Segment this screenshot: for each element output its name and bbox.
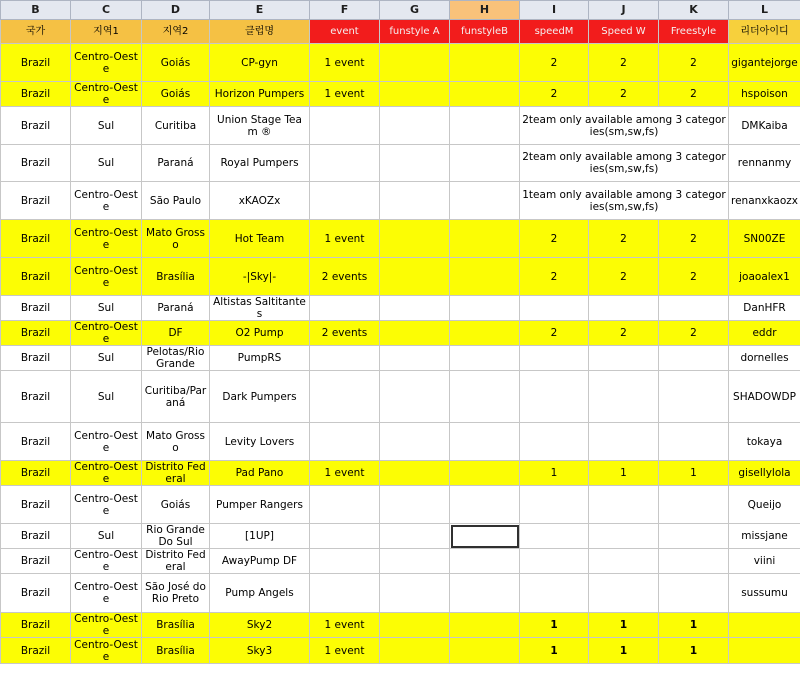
cell-club[interactable]: -|Sky|- [210,258,310,296]
cell-speed-w[interactable] [589,346,659,371]
cell-region2[interactable]: Curitiba/Paraná [142,371,210,423]
cell-funstyle-b[interactable] [450,321,520,346]
cell-region2[interactable]: Goiás [142,486,210,524]
cell-region1[interactable]: Centro-Oeste [71,613,142,638]
cell-leader[interactable]: gigantejorge [729,44,800,82]
cell-speed-w[interactable]: 2 [589,258,659,296]
cell-funstyle-a[interactable] [380,613,450,638]
cell-region2[interactable]: Brasília [142,613,210,638]
cell-funstyle-b[interactable] [450,182,520,220]
cell-club[interactable]: Horizon Pumpers [210,82,310,107]
cell-country[interactable]: Brazil [1,82,71,107]
cell-funstyle-a[interactable] [380,220,450,258]
cell-freestyle[interactable] [659,574,729,613]
cell-freestyle[interactable]: 2 [659,220,729,258]
cell-freestyle[interactable]: 1 [659,613,729,638]
header-speed-w[interactable]: Speed W [589,20,659,44]
cell-leader[interactable]: eddr [729,321,800,346]
cell-speed-m[interactable] [520,524,589,549]
cell-speed-m[interactable] [520,371,589,423]
cell-funstyle-b[interactable] [450,220,520,258]
cell-club[interactable]: CP-gyn [210,44,310,82]
cell-funstyle-a[interactable] [380,486,450,524]
cell-region2[interactable]: Goiás [142,82,210,107]
cell-funstyle-b[interactable] [450,44,520,82]
cell-funstyle-b[interactable] [450,371,520,423]
cell-region1[interactable]: Centro-Oeste [71,258,142,296]
table-row [1,220,800,258]
col-letter-i[interactable]: I [520,1,589,20]
cell-event[interactable]: 1 event [310,82,380,107]
header-speed-m[interactable]: speedM [520,20,589,44]
cell-speed-w[interactable]: 2 [589,44,659,82]
cell-speed-m[interactable] [520,574,589,613]
cell-funstyle-a[interactable] [380,44,450,82]
cell-funstyle-a[interactable] [380,321,450,346]
cell-leader[interactable] [729,613,800,638]
cell-speed-m[interactable]: 2 [520,44,589,82]
table-row [1,82,800,107]
cell-club[interactable]: [1UP] [210,524,310,549]
cell-funstyle-b[interactable] [450,423,520,461]
cell-speed-w[interactable] [589,423,659,461]
cell-freestyle[interactable] [659,524,729,549]
cell-funstyle-a[interactable] [380,107,450,145]
cell-country[interactable]: Brazil [1,371,71,423]
cell-funstyle-a[interactable] [380,461,450,486]
header-region1[interactable]: 지역1 [71,20,142,44]
cell-speed-w[interactable]: 1 [589,613,659,638]
header-country[interactable]: 국가 [1,20,71,44]
cell-speed-m[interactable] [520,423,589,461]
cell-speed-w[interactable] [589,296,659,321]
cell-funstyle-a[interactable] [380,82,450,107]
cell-funstyle-b[interactable] [450,613,520,638]
table-row [1,107,800,145]
cell-funstyle-a[interactable] [380,638,450,664]
cell-speed-m[interactable]: 2 [520,321,589,346]
cell-region2[interactable]: Paraná [142,145,210,182]
cell-funstyle-a[interactable] [380,549,450,574]
cell-country[interactable]: Brazil [1,107,71,145]
cell-speed-m[interactable] [520,549,589,574]
cell-speed-w[interactable]: 2 [589,82,659,107]
cell-funstyle-b[interactable] [450,638,520,664]
cell-freestyle[interactable] [659,371,729,423]
cell-region2[interactable]: São José do Rio Preto [142,574,210,613]
cell-leader[interactable]: missjane [729,524,800,549]
cell-club[interactable]: Dark Pumpers [210,371,310,423]
cell-speed-w[interactable]: 1 [589,461,659,486]
cell-category-note[interactable]: 1team only available among 3 categories(sm,sw,fs) [520,182,729,220]
cell-freestyle[interactable]: 2 [659,44,729,82]
header-funstyle-b[interactable]: funstyleB [450,20,520,44]
cell-funstyle-a[interactable] [380,524,450,549]
cell-region1[interactable]: Centro-Oeste [71,82,142,107]
cell-country[interactable]: Brazil [1,638,71,664]
cell-freestyle[interactable]: 2 [659,321,729,346]
cell-speed-m[interactable] [520,346,589,371]
table-row [1,44,800,82]
cell-leader[interactable]: DanHFR [729,296,800,321]
table-row [1,371,800,423]
table-row [1,638,800,664]
cell-event[interactable] [310,486,380,524]
cell-leader[interactable]: dornelles [729,346,800,371]
cell-speed-w[interactable]: 2 [589,220,659,258]
cell-event[interactable] [310,371,380,423]
cell-region2[interactable]: Mato Grosso [142,423,210,461]
cell-country[interactable]: Brazil [1,574,71,613]
cell-freestyle[interactable]: 1 [659,461,729,486]
table-row [1,182,800,220]
cell-region1[interactable]: Centro-Oeste [71,549,142,574]
cell-region2[interactable]: DF [142,321,210,346]
cell-club[interactable]: PumpRS [210,346,310,371]
cell-club[interactable]: xKAOZx [210,182,310,220]
cell-region2[interactable]: Pelotas/Rio Grande [142,346,210,371]
table-row [1,613,800,638]
cell-speed-w[interactable] [589,549,659,574]
cell-leader[interactable]: hspoison [729,82,800,107]
cell-speed-m[interactable] [520,296,589,321]
cell-event[interactable]: 1 event [310,613,380,638]
cell-funstyle-b[interactable] [450,82,520,107]
cell-speed-m[interactable]: 2 [520,220,589,258]
cell-region2[interactable]: Curitiba [142,107,210,145]
col-letter-h[interactable]: H [450,1,520,20]
cell-region2[interactable]: Rio Grande Do Sul [142,524,210,549]
cell-leader[interactable]: sussumu [729,574,800,613]
header-freestyle[interactable]: Freestyle [659,20,729,44]
cell-freestyle[interactable] [659,296,729,321]
cell-club[interactable]: Levity Lovers [210,423,310,461]
cell-club[interactable]: Sky3 [210,638,310,664]
cell-region2[interactable]: Paraná [142,296,210,321]
cell-club[interactable]: Union Stage Team ® [210,107,310,145]
cell-funstyle-a[interactable] [380,145,450,182]
cell-speed-w[interactable] [589,371,659,423]
cell-region1[interactable]: Centro-Oeste [71,574,142,613]
cell-region2[interactable]: Distrito Federal [142,461,210,486]
cell-country[interactable]: Brazil [1,296,71,321]
cell-club[interactable]: AwayPump DF [210,549,310,574]
cell-funstyle-b[interactable] [450,461,520,486]
table-row [1,461,800,486]
cell-freestyle[interactable] [659,346,729,371]
cell-country[interactable]: Brazil [1,346,71,371]
cell-event[interactable]: 1 event [310,44,380,82]
cell-funstyle-b[interactable] [450,145,520,182]
cell-country[interactable]: Brazil [1,524,71,549]
cell-leader[interactable]: SN00ZE [729,220,800,258]
cell-speed-w[interactable] [589,524,659,549]
cell-event[interactable] [310,574,380,613]
cell-funstyle-a[interactable] [380,423,450,461]
cell-region1[interactable]: Centro-Oeste [71,321,142,346]
cell-funstyle-b[interactable] [450,346,520,371]
cell-country[interactable]: Brazil [1,182,71,220]
table-row [1,145,800,182]
table-row [1,574,800,613]
cell-region1[interactable]: Centro-Oeste [71,461,142,486]
cell-speed-m[interactable] [520,486,589,524]
cell-leader[interactable]: tokaya [729,423,800,461]
cell-leader[interactable]: renanxkaozx [729,182,800,220]
cell-speed-m[interactable]: 1 [520,461,589,486]
cell-leader[interactable]: viini [729,549,800,574]
col-letter-k[interactable]: K [659,1,729,20]
col-letter-g[interactable]: G [380,1,450,20]
col-letter-l[interactable]: L [729,1,800,20]
cell-category-note[interactable]: 2team only available among 3 categories(sm,sw,fs) [520,145,729,182]
cell-funstyle-a[interactable] [380,182,450,220]
cell-category-note[interactable]: 2team only available among 3 categories(sm,sw,fs) [520,107,729,145]
cell-speed-m[interactable]: 2 [520,258,589,296]
cell-freestyle[interactable]: 2 [659,258,729,296]
cell-club[interactable]: Altistas Saltitantes [210,296,310,321]
cell-region2[interactable]: São Paulo [142,182,210,220]
cell-speed-m[interactable]: 1 [520,638,589,664]
header-funstyle-a[interactable]: funstyle A [380,20,450,44]
cell-leader[interactable]: gisellylola [729,461,800,486]
cell-event[interactable]: 2 events [310,321,380,346]
cell-leader[interactable]: Queijo [729,486,800,524]
header-region2[interactable]: 지역2 [142,20,210,44]
table-row [1,486,800,524]
table-row [1,423,800,461]
cell-funstyle-a[interactable] [380,371,450,423]
cell-leader[interactable]: SHADOWDP [729,371,800,423]
cell-region1[interactable]: Centro-Oeste [71,220,142,258]
cell-region2[interactable]: Brasília [142,638,210,664]
header-club[interactable]: 클럽명 [210,20,310,44]
col-letter-b[interactable]: B [1,1,71,20]
table-row [1,296,800,321]
cell-club[interactable]: Sky2 [210,613,310,638]
cell-region2[interactable]: Distrito Federal [142,549,210,574]
cell-funstyle-b[interactable] [450,549,520,574]
col-letter-c[interactable]: C [71,1,142,20]
cell-funstyle-b[interactable] [450,296,520,321]
cell-speed-w[interactable]: 1 [589,638,659,664]
cell-funstyle-b[interactable] [450,107,520,145]
cell-region2[interactable]: Brasília [142,258,210,296]
cell-club[interactable]: Royal Pumpers [210,145,310,182]
cell-region2[interactable]: Goiás [142,44,210,82]
cell-event[interactable] [310,549,380,574]
cell-funstyle-a[interactable] [380,296,450,321]
cell-freestyle[interactable] [659,423,729,461]
cell-club[interactable]: Pad Pano [210,461,310,486]
cell-event[interactable]: 1 event [310,638,380,664]
header-leader-id[interactable]: 리더아이디 [729,20,800,44]
cell-freestyle[interactable] [659,486,729,524]
cell-speed-w[interactable] [589,574,659,613]
cell-event[interactable] [310,145,380,182]
cell-country[interactable]: Brazil [1,423,71,461]
cell-funstyle-a[interactable] [380,258,450,296]
table-row [1,258,800,296]
cell-funstyle-b[interactable] [450,258,520,296]
cell-event[interactable] [310,182,380,220]
col-letter-j[interactable]: J [589,1,659,20]
cell-event[interactable]: 2 events [310,258,380,296]
cell-region1[interactable]: Centro-Oeste [71,486,142,524]
cell-event[interactable]: 1 event [310,461,380,486]
cell-funstyle-b[interactable] [450,574,520,613]
cell-country[interactable]: Brazil [1,486,71,524]
cell-speed-w[interactable] [589,486,659,524]
cell-club[interactable]: Hot Team [210,220,310,258]
cell-freestyle[interactable] [659,549,729,574]
cell-speed-m[interactable]: 1 [520,613,589,638]
cell-event[interactable] [310,346,380,371]
cell-country[interactable]: Brazil [1,549,71,574]
table-row [1,549,800,574]
cell-region1[interactable]: Sul [71,296,142,321]
cell-event[interactable] [310,524,380,549]
cell-country[interactable]: Brazil [1,220,71,258]
header-row [1,20,800,44]
cell-region1[interactable]: Centro-Oeste [71,182,142,220]
cell-event[interactable] [310,423,380,461]
cell-region1[interactable]: Sul [71,371,142,423]
cell-region1[interactable]: Centro-Oeste [71,638,142,664]
cell-event[interactable]: 1 event [310,220,380,258]
cell-leader[interactable] [729,638,800,664]
column-letter-row [1,1,800,20]
cell-country[interactable]: Brazil [1,258,71,296]
cell-funstyle-a[interactable] [380,346,450,371]
cell-country[interactable]: Brazil [1,44,71,82]
cell-club[interactable]: Pump Angels [210,574,310,613]
cell-speed-m[interactable]: 2 [520,82,589,107]
cell-freestyle[interactable]: 1 [659,638,729,664]
cell-leader[interactable]: DMKaiba [729,107,800,145]
cell-country[interactable]: Brazil [1,145,71,182]
cell-event[interactable] [310,296,380,321]
cell-country[interactable]: Brazil [1,461,71,486]
cell-region1[interactable]: Sul [71,107,142,145]
cell-club[interactable]: Pumper Rangers [210,486,310,524]
cell-region1[interactable]: Sul [71,145,142,182]
cell-region1[interactable]: Centro-Oeste [71,423,142,461]
cell-leader[interactable]: rennanmy [729,145,800,182]
table-row [1,321,800,346]
cell-leader[interactable]: joaoalex1 [729,258,800,296]
col-letter-d[interactable]: D [142,1,210,20]
cell-funstyle-b[interactable] [450,486,520,524]
col-letter-f[interactable]: F [310,1,380,20]
table-row [1,346,800,371]
cell-freestyle[interactable]: 2 [659,82,729,107]
cell-funstyle-b-selected[interactable] [450,524,520,549]
cell-region1[interactable]: Sul [71,524,142,549]
cell-country[interactable]: Brazil [1,613,71,638]
cell-region1[interactable]: Sul [71,346,142,371]
cell-country[interactable]: Brazil [1,321,71,346]
cell-funstyle-a[interactable] [380,574,450,613]
cell-region1[interactable]: Centro-Oeste [71,44,142,82]
table-row [1,524,800,549]
cell-speed-w[interactable]: 2 [589,321,659,346]
header-event[interactable]: event [310,20,380,44]
cell-club[interactable]: O2 Pump [210,321,310,346]
col-letter-e[interactable]: E [210,1,310,20]
cell-event[interactable] [310,107,380,145]
cell-region2[interactable]: Mato Grosso [142,220,210,258]
